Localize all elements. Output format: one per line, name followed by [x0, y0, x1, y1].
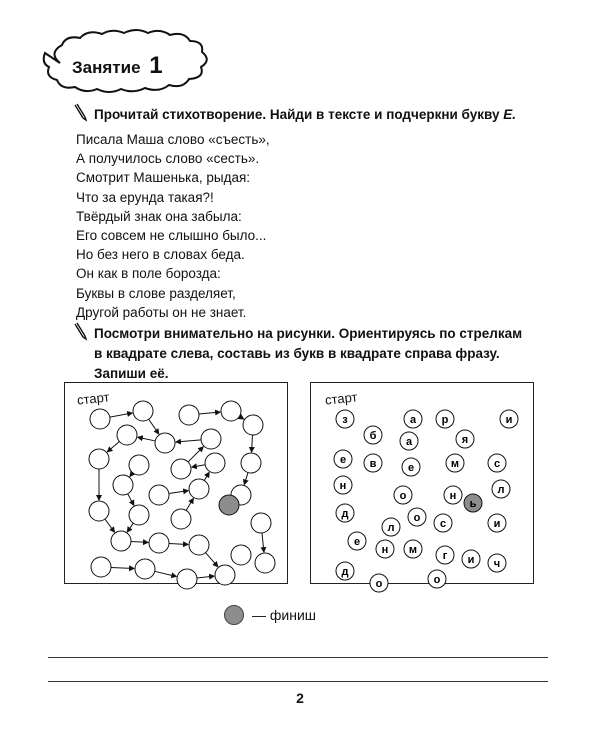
maze-arrow — [127, 523, 133, 532]
right-start-label: старт — [324, 389, 359, 408]
page-number: 2 — [296, 690, 304, 706]
letter: л — [497, 484, 505, 496]
letter: н — [449, 490, 457, 502]
letter: е — [407, 462, 415, 474]
right-letter-box — [310, 382, 534, 590]
maze-circle — [243, 415, 263, 435]
maze-arrow — [138, 437, 155, 441]
lesson-title — [72, 52, 163, 80]
poem-line: Но без него в словах беда. — [76, 247, 245, 263]
maze-arrow — [111, 567, 134, 568]
finish-legend — [224, 605, 316, 625]
maze-circle — [231, 545, 251, 565]
maze-arrow — [107, 442, 119, 452]
maze-circle — [135, 559, 155, 579]
letter: м — [408, 544, 418, 556]
maze-circle — [221, 401, 241, 421]
letter: я — [461, 434, 469, 446]
maze-arrow — [262, 533, 264, 552]
maze-circle — [189, 479, 209, 499]
letter: м — [450, 458, 460, 470]
poem-line: А получилось слово «сесть». — [76, 151, 260, 167]
letter-circles — [311, 383, 533, 590]
letter: о — [399, 490, 407, 502]
maze-arrow — [169, 491, 188, 494]
poem-line: Смотрит Машенька, рыдая: — [76, 170, 251, 186]
maze-arrow — [252, 435, 253, 452]
maze-arrow — [176, 440, 201, 442]
task1-instruction — [94, 105, 516, 125]
letter: ч — [493, 558, 501, 570]
maze-arrow — [188, 447, 203, 462]
maze-arrow — [131, 542, 148, 543]
maze-arrow — [186, 498, 193, 510]
maze-circle — [90, 409, 110, 429]
maze-circle — [179, 405, 199, 425]
maze-circle — [251, 513, 271, 533]
answer-line-2[interactable] — [48, 681, 548, 682]
maze-circle — [215, 565, 235, 585]
letter: з — [342, 414, 348, 426]
task1-letter: Е. — [503, 107, 516, 122]
maze-arrow — [169, 543, 188, 544]
finish-marker-icon — [224, 605, 244, 625]
maze-circle — [241, 453, 261, 473]
maze-circle — [91, 557, 111, 577]
letter: д — [341, 566, 349, 578]
maze-drawing — [65, 383, 287, 583]
letter: н — [381, 544, 389, 556]
task2-line-2: в квадрате слева, составь из букв в квадрате справа фразу. — [94, 346, 500, 361]
maze-circle — [155, 433, 175, 453]
maze-arrow — [105, 519, 115, 532]
maze-circle — [205, 453, 225, 473]
maze-arrow — [130, 473, 133, 477]
maze-arrow — [110, 413, 132, 417]
letter: в — [369, 458, 377, 470]
letter: н — [339, 480, 347, 492]
poem-line: Что за ерунда такая?! — [76, 189, 214, 205]
letter: г — [442, 550, 448, 562]
maze-circle — [117, 425, 137, 445]
poem-line: Буквы в слове разделяет, — [76, 285, 236, 301]
maze-arrow — [206, 553, 218, 567]
maze-arrow — [199, 412, 220, 414]
poem-line: Его совсем не слышно было... — [76, 228, 267, 244]
letter: а — [405, 436, 413, 448]
letter: и — [505, 414, 513, 426]
maze-arrow — [239, 416, 243, 419]
maze-circle — [201, 429, 221, 449]
maze-arrow — [244, 473, 248, 485]
maze-arrow — [197, 576, 214, 578]
maze-circle — [171, 459, 191, 479]
maze-circle — [129, 455, 149, 475]
lesson-title-word: Занятие — [72, 58, 141, 77]
maze-arrow — [128, 494, 134, 505]
pencil-icon — [74, 103, 88, 121]
poem-line: Он как в поле борозда: — [76, 266, 221, 282]
poem-line: Твёрдый знак она забыла: — [76, 208, 242, 224]
answer-line-1[interactable] — [48, 657, 548, 658]
maze-circle — [189, 535, 209, 555]
letter: д — [341, 508, 349, 520]
maze-arrow — [192, 465, 205, 467]
task1-text: Прочитай стихотворение. Найди в тексте и подчеркни букву — [94, 107, 500, 122]
letter: с — [439, 518, 447, 530]
poem-line: Писала Маша слово «съесть», — [76, 132, 270, 147]
left-arrow-maze — [64, 382, 288, 584]
task2-instruction — [94, 324, 522, 384]
letter: и — [467, 554, 475, 566]
maze-arrow — [204, 472, 209, 480]
letter: о — [413, 512, 421, 524]
maze-arrow — [149, 419, 159, 434]
letter: р — [441, 414, 449, 426]
poem — [76, 130, 270, 322]
pencil-icon — [74, 322, 88, 340]
letter: с — [493, 458, 501, 470]
maze-circle — [89, 501, 109, 521]
maze-circle — [149, 533, 169, 553]
poem-line: Другой работы он не знает. — [76, 304, 247, 320]
maze-circle — [111, 531, 131, 551]
letter: е — [353, 536, 361, 548]
letter: а — [409, 414, 417, 426]
maze-circle — [133, 401, 153, 421]
maze-circle — [113, 475, 133, 495]
maze-arrow — [155, 571, 177, 576]
left-start-label: старт — [76, 389, 111, 408]
maze-circle — [129, 505, 149, 525]
finish-label: — финиш — [252, 607, 317, 623]
maze-circle — [149, 485, 169, 505]
task2-line-3: Запиши её. — [94, 366, 169, 381]
letter: б — [369, 430, 377, 442]
maze-circle — [171, 509, 191, 529]
letter: о — [375, 578, 383, 590]
letter: о — [433, 574, 441, 586]
maze-circle — [89, 449, 109, 469]
maze-circle — [255, 553, 275, 573]
maze-finish-circle — [219, 495, 239, 515]
letter: ь — [469, 498, 477, 510]
letter: л — [387, 522, 395, 534]
letter: и — [493, 518, 501, 530]
lesson-number: 1 — [149, 52, 163, 79]
task2-line-1: Посмотри внимательно на рисунки. Ориентируясь по стрелкам — [94, 326, 523, 341]
maze-circle — [177, 569, 197, 589]
letter: е — [339, 454, 347, 466]
